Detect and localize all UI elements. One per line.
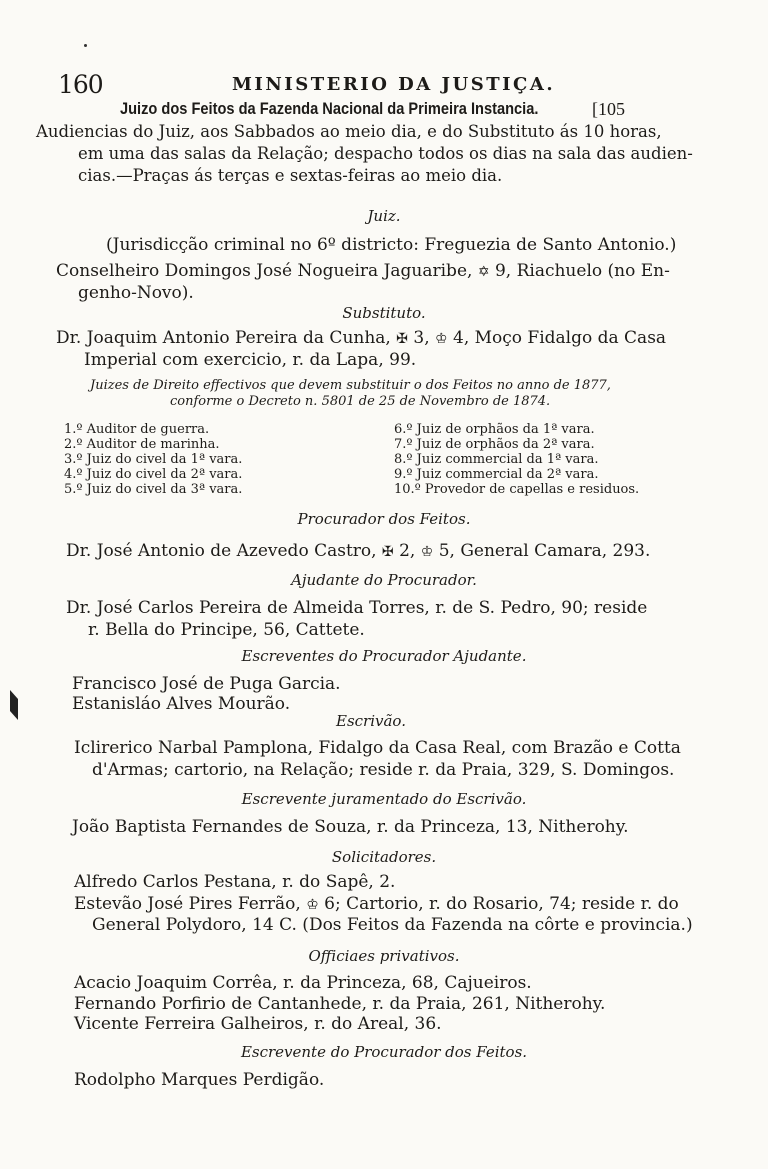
juizes-note-line-1: Juizes de Direito effectivos que devem substituir o dos Feitos no anno de 1877, bbox=[90, 378, 611, 393]
ajudante-heading: Ajudante do Procurador. bbox=[291, 571, 477, 589]
substituto-name: Dr. Joaquim Antonio Pereira da Cunha, bbox=[56, 328, 391, 348]
substituto-title: 4, Moço Fidalgo da Casa bbox=[453, 328, 667, 348]
list-item: 4.º Juiz do civel da 2ª vara. bbox=[64, 467, 243, 482]
procurador-cross-grade: 2, bbox=[399, 541, 416, 561]
list-item: 8.º Juiz commercial da 1ª vara. bbox=[394, 452, 599, 467]
crown-icon: ♔ bbox=[420, 544, 434, 560]
juizes-note-line-2: conforme o Decreto n. 5801 de 25 de Novembro de 1874. bbox=[170, 394, 551, 409]
solicitador-line-2 bbox=[74, 893, 679, 916]
escrivao-line-2: d'Armas; cartorio, na Relação; reside r. da Praia, 329, S. Domingos. bbox=[92, 760, 675, 780]
solicitadores-heading: Solicitadores. bbox=[331, 848, 437, 866]
list-item: Acacio Joaquim Corrêa, r. da Princeza, 68, Cajueiros. bbox=[74, 973, 532, 993]
list-item: 5.º Juiz do civel da 3ª vara. bbox=[64, 482, 243, 497]
crown-icon: ♔ bbox=[435, 331, 448, 347]
juiz-entry-line-2: genho-Novo). bbox=[78, 283, 194, 303]
list-item: 2.º Auditor de marinha. bbox=[64, 437, 220, 452]
jurisdiction-note: (Jurisdicção criminal no 6º districto: Freguezia de Santo Antonio.) bbox=[106, 235, 677, 255]
list-item: 10.º Provedor de capellas e residuos. bbox=[394, 482, 640, 497]
list-item: 6.º Juiz de orphãos da 1ª vara. bbox=[394, 422, 595, 437]
officiaes-heading: Officiaes privativos. bbox=[308, 947, 460, 965]
list-item: Fernando Porfirio de Cantanhede, r. da Praia, 261, Nitherohy. bbox=[74, 994, 606, 1014]
list-item: Francisco José de Puga Garcia. bbox=[72, 674, 341, 694]
paragraph-number: [105 bbox=[592, 99, 625, 119]
ajudante-line-2: r. Bella do Principe, 56, Cattete. bbox=[88, 620, 365, 640]
ink-speck bbox=[84, 44, 87, 47]
intro-line-3: cias.—Praças ás terças e sextas-feiras ao meio dia. bbox=[78, 166, 503, 185]
running-title: MINISTERIO DA JUSTIÇA. bbox=[232, 74, 556, 95]
escrevente-juramentado-heading: Escrevente juramentado do Escrivão. bbox=[241, 790, 527, 808]
escrivao-line-1: Iclirerico Narbal Pamplona, Fidalgo da Casa Real, com Brazão e Cotta bbox=[74, 738, 681, 758]
juiz-address: 9, Riachuelo (no En- bbox=[494, 261, 670, 281]
procurador-line bbox=[66, 540, 650, 563]
escrevente-juramentado-line: João Baptista Fernandes de Souza, r. da Princeza, 13, Nitherohy. bbox=[72, 817, 629, 837]
margin-mark bbox=[10, 690, 18, 720]
solicitador-line-3: General Polydoro, 14 C. (Dos Feitos da Fazenda na côrte e provincia.) bbox=[92, 915, 693, 935]
list-item: Estanisláo Alves Mourão. bbox=[72, 694, 291, 714]
escrivao-heading: Escrivão. bbox=[336, 712, 406, 730]
substituto-line-2: Imperial com exercicio, r. da Lapa, 99. bbox=[84, 350, 417, 370]
juizes-list-left bbox=[64, 422, 242, 497]
escreventes-ajudante-heading: Escreventes do Procurador Ajudante. bbox=[241, 647, 527, 665]
list-item: Vicente Ferreira Galheiros, r. do Areal, 36. bbox=[74, 1014, 442, 1034]
ajudante-line-1: Dr. José Carlos Pereira de Almeida Torres, r. de S. Pedro, 90; reside bbox=[66, 598, 648, 618]
juizes-list-right bbox=[394, 422, 639, 497]
procurador-heading: Procurador dos Feitos. bbox=[297, 510, 471, 528]
solicitador-line-1: Alfredo Carlos Pestana, r. do Sapê, 2. bbox=[74, 872, 396, 892]
juiz-name: Conselheiro Domingos José Nogueira Jaguaribe, bbox=[56, 261, 473, 281]
escrevente-procurador-heading: Escrevente do Procurador dos Feitos. bbox=[240, 1043, 528, 1061]
section-title: Juizo dos Feitos da Fazenda Nacional da Primeira Instancia. bbox=[120, 99, 539, 118]
substituto-line-1 bbox=[56, 327, 666, 350]
intro-line-1: Audiencias do Juiz, aos Sabbados ao meio dia, e do Substituto ás 10 horas, bbox=[36, 122, 662, 141]
solicitador-name: Estevão José Pires Ferrão, bbox=[74, 894, 301, 914]
procurador-name: Dr. José Antonio de Azevedo Castro, bbox=[66, 541, 377, 561]
rose-icon: ✡ bbox=[477, 264, 490, 280]
list-item: 7.º Juiz de orphãos da 2ª vara. bbox=[394, 437, 595, 452]
cross-icon: ✠ bbox=[396, 331, 408, 347]
intro-line-2: em uma das salas da Relação; despacho todos os dias na sala das audien- bbox=[78, 144, 693, 163]
substituto-heading: Substituto. bbox=[342, 304, 426, 322]
solicitador-address: 6; Cartorio, r. do Rosario, 74; reside r. do bbox=[324, 894, 679, 914]
page-number: 160 bbox=[58, 70, 103, 99]
juiz-entry-line-1 bbox=[56, 260, 670, 283]
procurador-address: 5, General Camara, 293. bbox=[438, 541, 651, 561]
substituto-cross-grade: 3, bbox=[413, 328, 430, 348]
cross-icon: ✠ bbox=[381, 544, 394, 560]
crown-icon: ♔ bbox=[306, 897, 319, 913]
juiz-heading: Juiz. bbox=[367, 207, 401, 225]
list-item: 3.º Juiz do civel da 1ª vara. bbox=[64, 452, 243, 467]
list-item: 1.º Auditor de guerra. bbox=[64, 422, 210, 437]
list-item: 9.º Juiz commercial da 2ª vara. bbox=[394, 467, 599, 482]
list-item: Rodolpho Marques Perdigão. bbox=[74, 1070, 325, 1090]
